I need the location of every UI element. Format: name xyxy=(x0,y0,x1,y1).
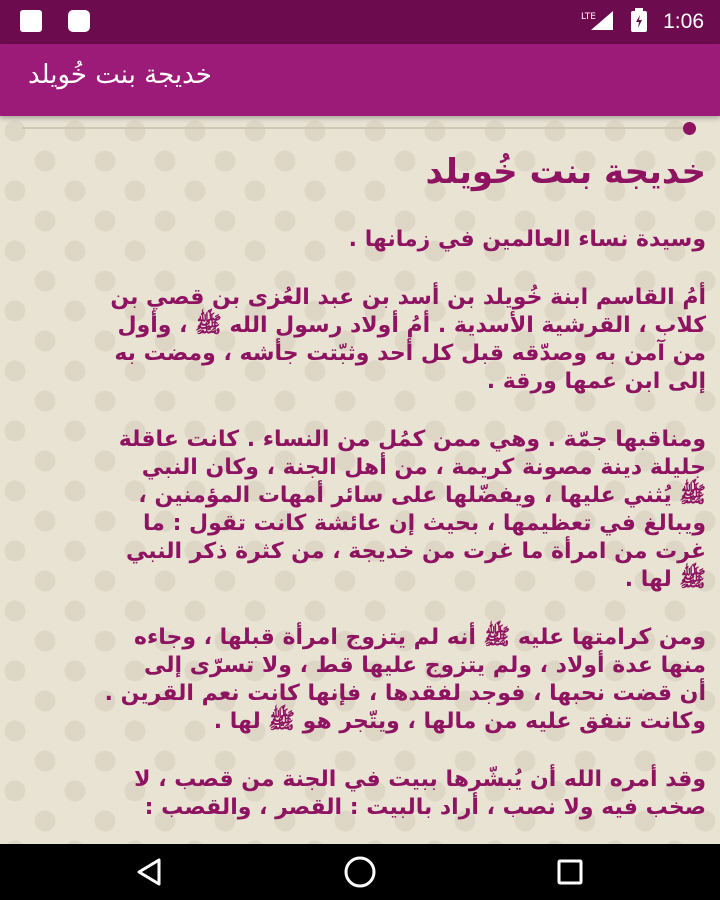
article-paragraph: ومناقبها جمّة . وهي ممن كمُل من النساء . كانت عاقلة جليلة دينة مصونة كريمة ، من أهل الجنة ، وكان النبي ﷺ يُثني عليها ، ويفضّلها على سائر أمهات المؤمنين ، ويبالغ في تعظيمها ، بحيث إن عائشة كانت تقول : ما غرت من امرأة ما غرت من خديجة ، من كثرة ذكر النبي ﷺ لها . xyxy=(118,427,706,592)
article xyxy=(40,140,706,844)
status-notifications xyxy=(20,10,90,32)
status-bar xyxy=(0,0,720,44)
back-button[interactable] xyxy=(110,844,190,900)
app-title: خديجة بنت خُويلد xyxy=(28,60,212,90)
back-icon xyxy=(135,857,165,887)
battery-icon xyxy=(631,8,647,36)
article-paragraph: ومن كرامتها عليه ﷺ أنه لم يتزوج امرأة قبلها ، وجاءه منها عدة أولاد ، ولم يتزوج عليها قط ، ولا تسرّى إلى أن قضت نحبها ، فوجد لفقدها ، فإنها كانت نعم القرين . وكانت تنفق عليه من مالها ، ويتّجر هو ﷺ لها . xyxy=(104,625,706,734)
article-heading: خديجة بنت خُويلد xyxy=(425,152,706,192)
divider xyxy=(22,127,694,129)
app-bar xyxy=(0,44,720,116)
home-icon xyxy=(342,854,378,890)
article-scroll-view[interactable] xyxy=(0,116,720,844)
article-paragraph: وقد أمره الله أن يُبشّرها ببيت في الجنة من قصب ، لا صخب فيه ولا نصب ، أراد بالبيت : القصر ، والقصب : xyxy=(134,767,706,820)
signal-icon xyxy=(581,9,615,35)
status-indicators xyxy=(581,6,704,38)
navigation-bar xyxy=(0,844,720,900)
clock: 1:06 xyxy=(663,10,704,33)
bullet-icon xyxy=(683,122,696,135)
home-button[interactable] xyxy=(320,844,400,900)
article-paragraph: وسيدة نساء العالمين في زمانها . xyxy=(348,227,706,252)
article-paragraph: أمُ القاسم ابنة خُويلد بن أسد بن عبد العُزى بن قصي بن كلاب ، القرشية الأسدية . أمُ أولاد رسول الله ﷺ ، وأول من آمن به وصدّقه قبل كل أحد وثبّتت جأشه ، ومضت به إلى ابن عمها ورقة . xyxy=(110,285,706,394)
sd-card-icon xyxy=(20,10,42,32)
message-icon xyxy=(68,10,90,32)
recents-icon xyxy=(555,857,585,887)
network-type: LTE xyxy=(581,12,597,22)
recents-button[interactable] xyxy=(530,844,610,900)
